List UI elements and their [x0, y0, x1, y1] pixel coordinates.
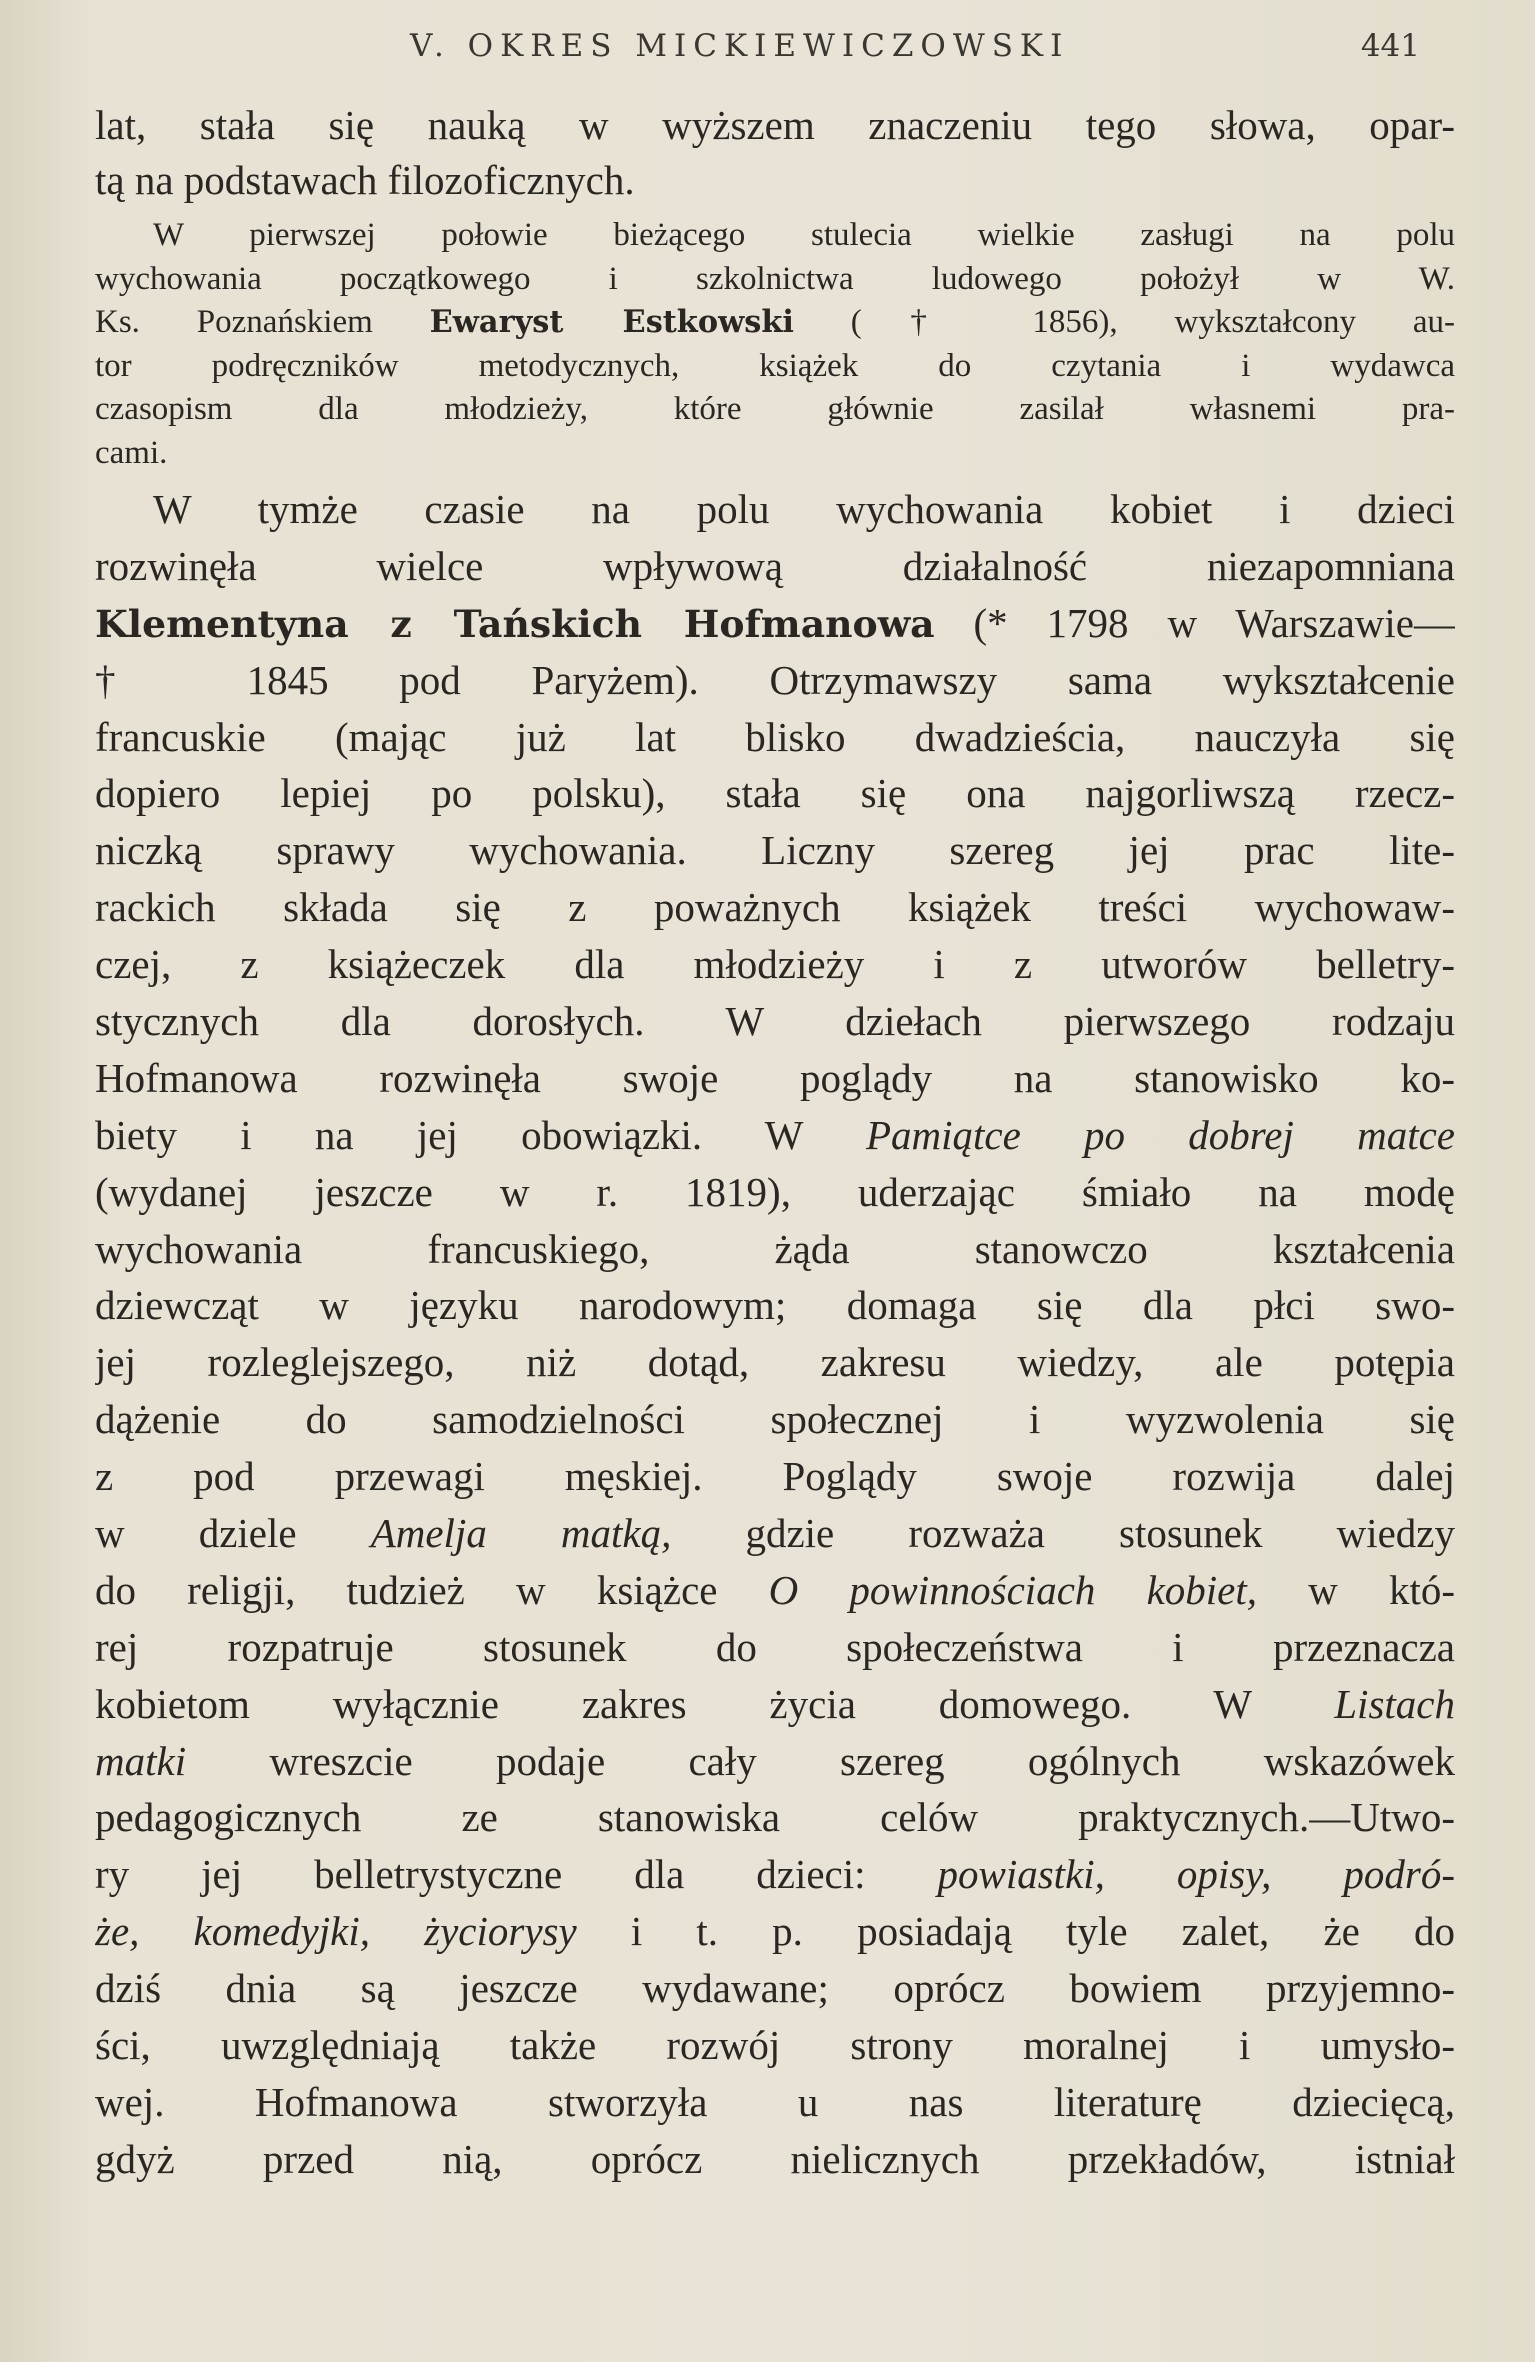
text-line: † 1845 pod Paryżem). Otrzymawszy sama wykształcenie: [95, 656, 1455, 703]
running-title: V. OKRES MICKIEWICZOWSKI: [410, 28, 1070, 64]
book-title: Pamiątce po dobrej matce: [865, 1111, 1455, 1158]
text-line: [95, 1505, 1455, 1562]
page-number: 441: [1360, 28, 1420, 64]
text-line: W pierwszej połowie bieżącego stulecia wielkie zasługi na polu: [153, 217, 1455, 253]
text-run: Ks. Poznańskiem: [95, 304, 430, 340]
page-header: [410, 28, 1420, 78]
genre-list: powiastki, opisy, podró-: [937, 1851, 1455, 1898]
text-line: [95, 1107, 1455, 1164]
text-line: czasopism dla młodzieży, które głównie zasilał własnemi pra-: [95, 391, 1455, 427]
text-line: rej rozpatruje stosunek do społeczeństwa i przeznacza: [95, 1623, 1455, 1670]
text-line: czej, z książeczek dla młodzieży i z utworów belletry-: [95, 941, 1455, 988]
text-line: Hofmanowa rozwinęła swoje poglądy na stanowisko ko-: [95, 1054, 1455, 1101]
body-text: [95, 98, 1455, 2188]
text-line: gdyż przed nią, oprócz nielicznych przekładów, istniał: [95, 2135, 1455, 2182]
text-run: wreszcie podaje cały szereg ogólnych wskazówek: [186, 1737, 1455, 1784]
text-run: († 1856), wykształcony au-: [793, 304, 1455, 340]
text-line: (wydanej jeszcze w r. 1819), uderzając śmiało na modę: [95, 1168, 1455, 1215]
text-line: tor podręczników metodycznych, książek do czytania i wydawca: [95, 347, 1455, 384]
text-line: [95, 1562, 1455, 1619]
text-line: cami.: [95, 434, 168, 471]
text-line: z pod przewagi męskiej. Poglądy swoje rozwija dalej: [95, 1453, 1455, 1500]
text-run: ry jej belletrystyczne dla dzieci:: [95, 1851, 938, 1898]
person-name-estkowski: Ewaryst Estkowski: [429, 304, 794, 340]
text-line: [95, 1733, 1455, 1790]
text-line: [95, 595, 1455, 652]
text-run: biety i na jej obowiązki. W: [95, 1111, 866, 1158]
text-run: i t. p. posiadają tyle zalet, że do: [576, 1908, 1455, 1955]
text-line: rozwinęła wielce wpływową działalność niezapomniana: [95, 542, 1455, 589]
text-run: w dziele: [95, 1510, 371, 1557]
book-title: O powinnościach kobiet,: [768, 1566, 1257, 1613]
text-line: wej. Hofmanowa stworzyła u nas literaturę dziecięcą,: [95, 2078, 1455, 2125]
book-title: Listach: [1334, 1680, 1455, 1727]
text-line: francuskie (mając już lat blisko dwadzieścia, nauczyła się: [95, 713, 1455, 760]
paragraph-2: [95, 214, 1455, 475]
text-line: rackich składa się z poważnych książek treści wychowaw-: [95, 884, 1455, 931]
text-line: [95, 301, 1455, 345]
text-line: niczką sprawy wychowania. Liczny szereg jej prac lite-: [95, 827, 1455, 874]
book-title: matki: [95, 1737, 187, 1784]
text-line: pedagogicznych ze stanowiska celów praktycznych.—Utwo-: [95, 1794, 1455, 1841]
text-run: (* 1798 w Warszawie—: [934, 599, 1455, 646]
text-line: stycznych dla dorosłych. W dziełach pierwszego rodzaju: [95, 998, 1455, 1045]
text-line: dążenie do samodzielności społecznej i wyzwolenia się: [95, 1396, 1455, 1443]
text-line: dopiero lepiej po polsku), stała się ona najgorliwszą rzecz-: [95, 770, 1455, 817]
text-run: gdzie rozważa stosunek wiedzy: [671, 1510, 1455, 1557]
text-line: tą na podstawach filozoficznych.: [95, 157, 635, 203]
text-line: wychowania początkowego i szkolnictwa ludowego położył w W.: [95, 260, 1455, 297]
text-line: dziś dnia są jeszcze wydawane; oprócz bowiem przyjemno-: [95, 1965, 1455, 2012]
text-line: lat, stała się nauką w wyższem znaczeniu tego słowa, opar-: [95, 102, 1455, 148]
book-title: Amelja matką,: [370, 1510, 672, 1557]
text-run: w któ-: [1257, 1566, 1455, 1613]
text-run: kobietom wyłącznie zakres życia domowego. W: [95, 1680, 1335, 1727]
text-line: ści, uwzględniają także rozwój strony moralnej i umysło-: [95, 2022, 1455, 2069]
text-line: dziewcząt w języku narodowym; domaga się dla płci swo-: [95, 1282, 1455, 1329]
text-line: [95, 1903, 1455, 1960]
paragraph-1: [95, 98, 1455, 208]
paragraph-3: [95, 481, 1455, 2188]
text-run: do religji, tudzież w książce: [95, 1566, 769, 1613]
text-line: jej rozleglejszego, niż dotąd, zakresu wiedzy, ale potępia: [95, 1339, 1455, 1386]
text-line: W tymże czasie na polu wychowania kobiet i dzieci: [153, 486, 1455, 532]
person-name-hofmanowa: Klementyna z Tańskich Hofmanowa: [95, 601, 935, 646]
text-line: [95, 1676, 1455, 1733]
genre-list: że, komedyjki, życiorysy: [95, 1908, 577, 1955]
text-line: wychowania francuskiego, żąda stanowczo kształcenia: [95, 1225, 1455, 1272]
text-line: [95, 1846, 1455, 1903]
